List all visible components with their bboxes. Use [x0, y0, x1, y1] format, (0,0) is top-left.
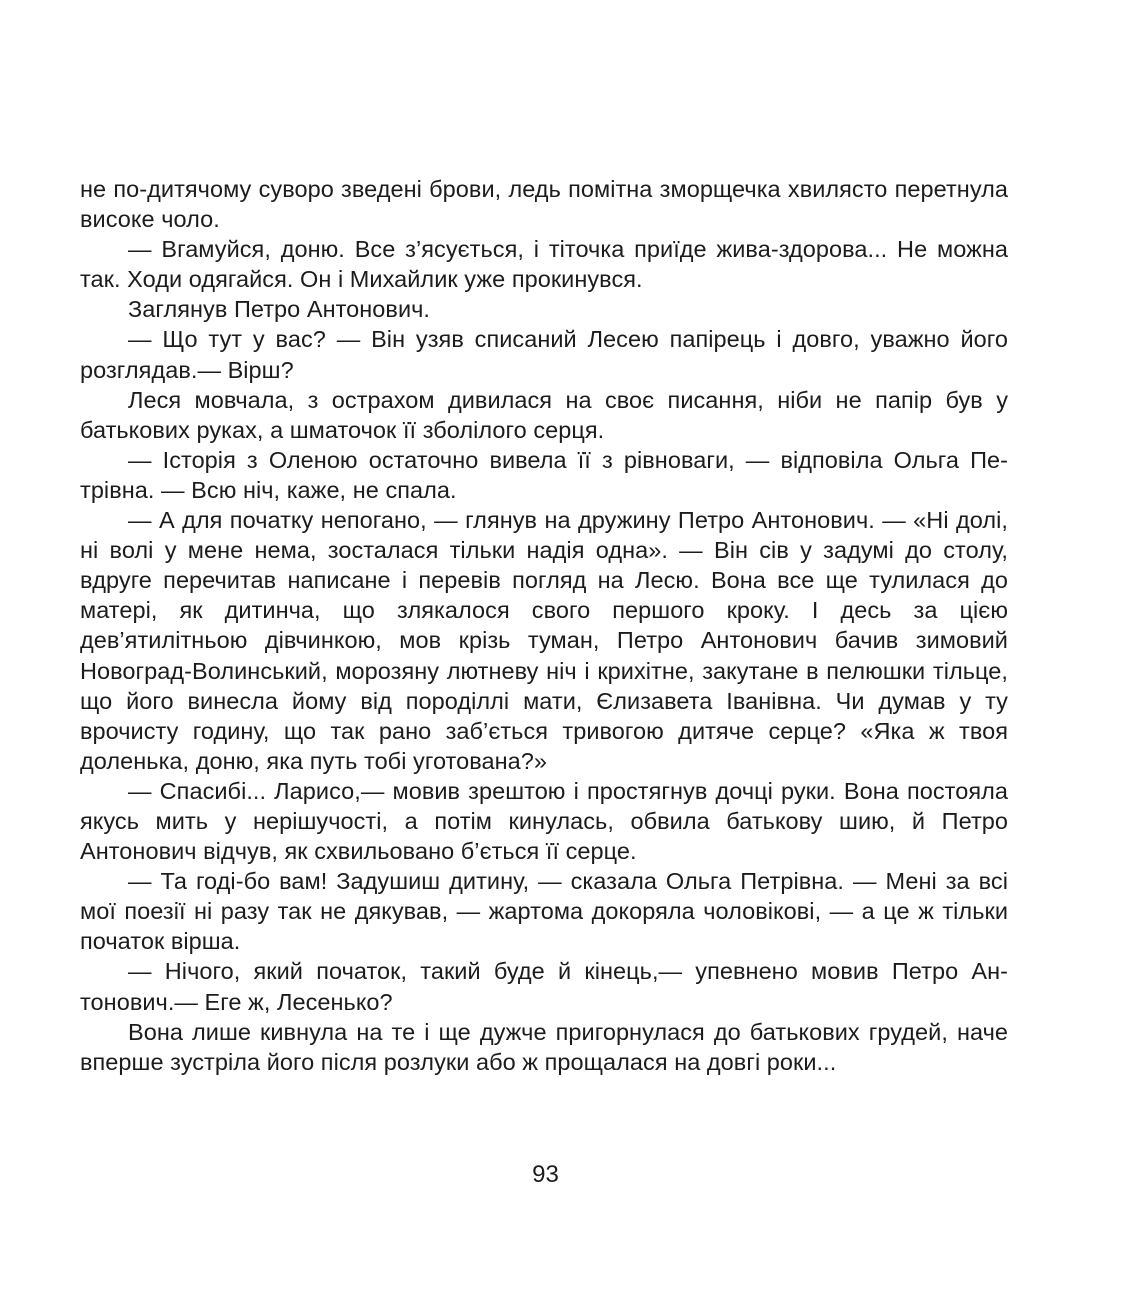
paragraph-9: — Та годі-бо вам! Задушиш дитину, — сказала Ольга Петрівна. — Мені за всі мої поезії ні разу так не дякував, — жартома докоряла чоловікові, — а це ж тільки початок вірша.: [80, 868, 1008, 955]
paragraph-5: Леся мовчала, з острахом дивилася на своє писання, ніби не папір був у батькових руках, а шматочок її зболілого серця.: [80, 386, 1008, 443]
paragraph-3: Заглянув Петро Антонович.: [128, 296, 431, 323]
paragraph-1: не по-дитячому суворо зведені брови, ледь помітна зморщечка хвилясто перетнула високе чоло.: [80, 176, 1008, 233]
paragraph-11: Вона лише кивнула на те і ще дужче пригорнулася до батькових грудей, наче вперше зустріла його після розлуки або ж прощалася на довгі роки...: [80, 1018, 1008, 1075]
paragraph-2: — Вгамуйся, доню. Все з’ясується, і тіточка приїде жива-здорова... Не можна так. Ходи одягайся. Он і Михайлик уже прокинувся.: [80, 236, 1008, 293]
paragraph-8: — Спасибі... Ларисо,— мовив зрештою і простягнув дочці руки. Вона постояла якусь мить у нерішучості, а потім кинулась, обвила батькову шию, й Петро Антонович відчув, як схвильовано б’ється її серце.: [80, 777, 1008, 865]
paragraph-4: — Що тут у вас? — Він узяв списаний Лесею папірець і довго, уважно його розглядав.— Вірш?: [80, 326, 1008, 383]
paragraph-10: — Нічого, який початок, такий буде й кінець,— упевнено мовив Петро Антонович.— Еге ж, Лесенько?: [80, 958, 1008, 1015]
paragraph-7: — А для початку непогано, — глянув на дружину Петро Антонович. — «Ні долі, ні волі у мене нема, зосталася тільки надія одна». — Він сів у задумі до столу, вдруге перечитав написане і перевів погляд на Лесю. Вона все ще тулилася до матері, як дитинча, що злякалося свого першого кроку. І десь за цією дев’ятилітньою дівчинкою, мов крізь туман, Петро Антонович бачив зимовий Новоград-Волинський, морозяну лютневу ніч і крихітне, закутане в пелюшки тільце, що його винесла йому від породіллі мати, Єлизавета Іванівна. Чи думав у ту врочисту годину, що так рано заб’ється тривогою дитяче серце? «Яка ж твоя доленька, доню, яка путь тобі уготована?»: [80, 507, 1008, 774]
page-body: [80, 174, 1008, 1077]
page-number: 93: [532, 1161, 559, 1188]
paragraph-6: — Історія з Оленою остаточно вивела її з рівноваги, — відповіла Ольга Петрівна. — Всю ніч, каже, не спала.: [80, 446, 1008, 503]
